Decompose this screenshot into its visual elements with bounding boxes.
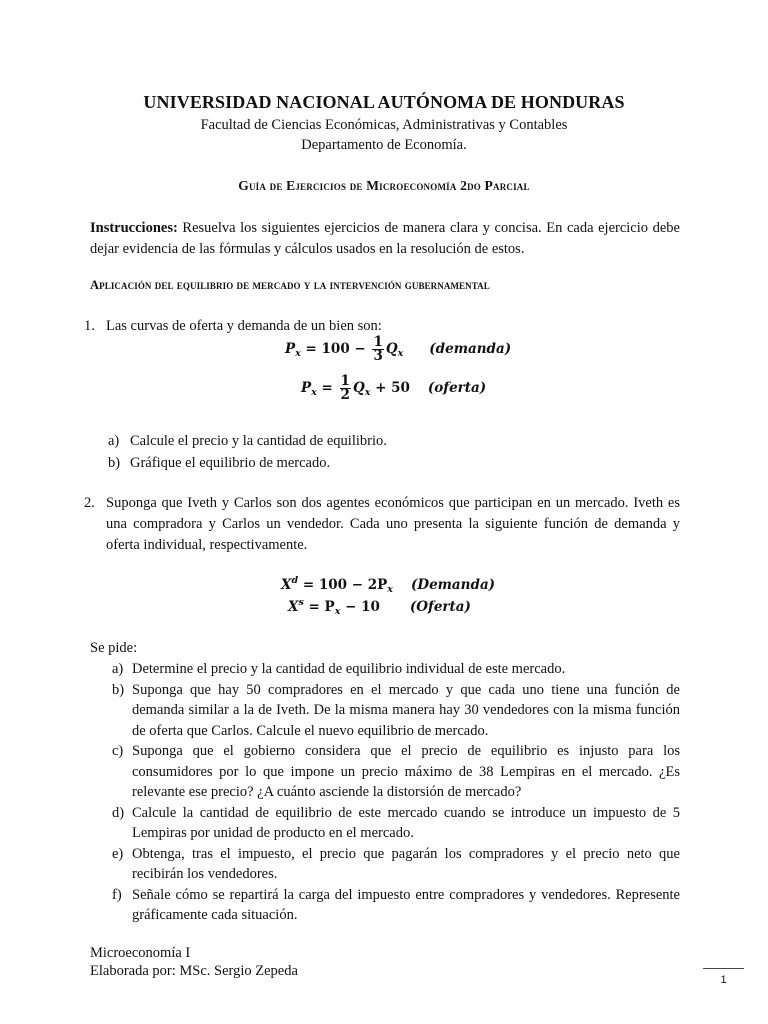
instructions-text: Resuelva los siguientes ejercicios de manera clara y concisa. En cada ejercicio debe dejar evidencia de las fórmulas y cálculos usados en la resolución de estos. [90,220,680,257]
university-title: UNIVERSIDAD NACIONAL AUTÓNOMA DE HONDURAS [143,92,625,112]
footer [90,944,298,980]
exercise-2-demand-equation: $X^d = 100 - 2P_x$ (Demanda) [281,575,496,595]
page-number-rule [703,968,744,969]
guide-title: Guía de Ejercicios de Microeconomía 2do Parcial [238,178,530,193]
instructions [90,218,680,260]
exercise-1-number: 1. [84,318,95,334]
page-number: 1 [720,974,727,986]
exercise-1-supply-equation: $P_x$ = $\frac{1}{2}$ $Q_x + 50$ (oferta) [301,373,487,403]
faculty-line: Facultad de Ciencias Económicas, Administrativas y Contables [200,117,568,133]
exercise-1-demand-equation: $P_x = 100$ − $\frac{1}{3}$ $Q_x$ (demanda) [285,334,512,364]
list-item: f) Señale cómo se repartirá la carga del impuesto entre compradores y vendedores. Represente gráficamente cada situación. [112,886,680,923]
list-item: b) Gráfique el equilibrio de mercado. [108,454,331,471]
list-item: b) Suponga que hay 50 compradores en el mercado y que cada uno tiene una función de demanda similar a la de Iveth. De la misma manera hay 30 vendedores con la misma función de oferta que Carlos. Calcule el nuevo equilibrio de mercado. [112,681,680,739]
footer-author: Elaborada por: MSc. Sergio Zepeda [90,963,298,979]
exercise-2-items [90,659,680,926]
list-item: c) Suponga que el gobierno considera que el precio de equilibrio es injusto para los consumidores por lo que impone un precio máximo de 38 Lempiras en el mercado. ¿Es relevante ese precio? ¿A cuánto asciende la distorsión de mercado? [112,743,680,800]
list-item: a) Calcule el precio y la cantidad de equilibrio. [108,433,387,449]
section-title: Aplicación del equilibrio de mercado y la intervención gubernamental [90,278,490,292]
exercise-2 [84,493,680,556]
list-item: d) Calcule la cantidad de equilibrio de este mercado cuando se introduce un impuesto de 5 Lempiras por unidad de producto en el mercado. [112,804,680,841]
exercise-2-number: 2. [84,495,95,511]
list-item: a) Determine el precio y la cantidad de equilibrio individual de este mercado. [112,661,566,677]
exercise-2-text: Suponga que Iveth y Carlos son dos agentes económicos que participan en un mercado. Iveth es una compradora y Carlos un vendedor. Cada uno presenta la siguiente función de demanda y oferta individual, respectivamente. [106,495,680,553]
exercise-2-supply-equation: $X^s = P_x - 10$ (Oferta) [288,597,471,617]
footer-course: Microeconomía I [90,945,191,961]
department-line: Departamento de Economía. [301,137,467,153]
instructions-label: Instrucciones: [90,220,178,236]
se-pide-label: Se pide: [90,640,138,656]
exercise-1-items [108,431,680,473]
list-item: e) Obtenga, tras el impuesto, el precio que pagarán los compradores y el precio neto que recibirán los vendedores. [112,845,680,882]
exercise-1-text: Las curvas de oferta y demanda de un bien son: [106,318,382,334]
